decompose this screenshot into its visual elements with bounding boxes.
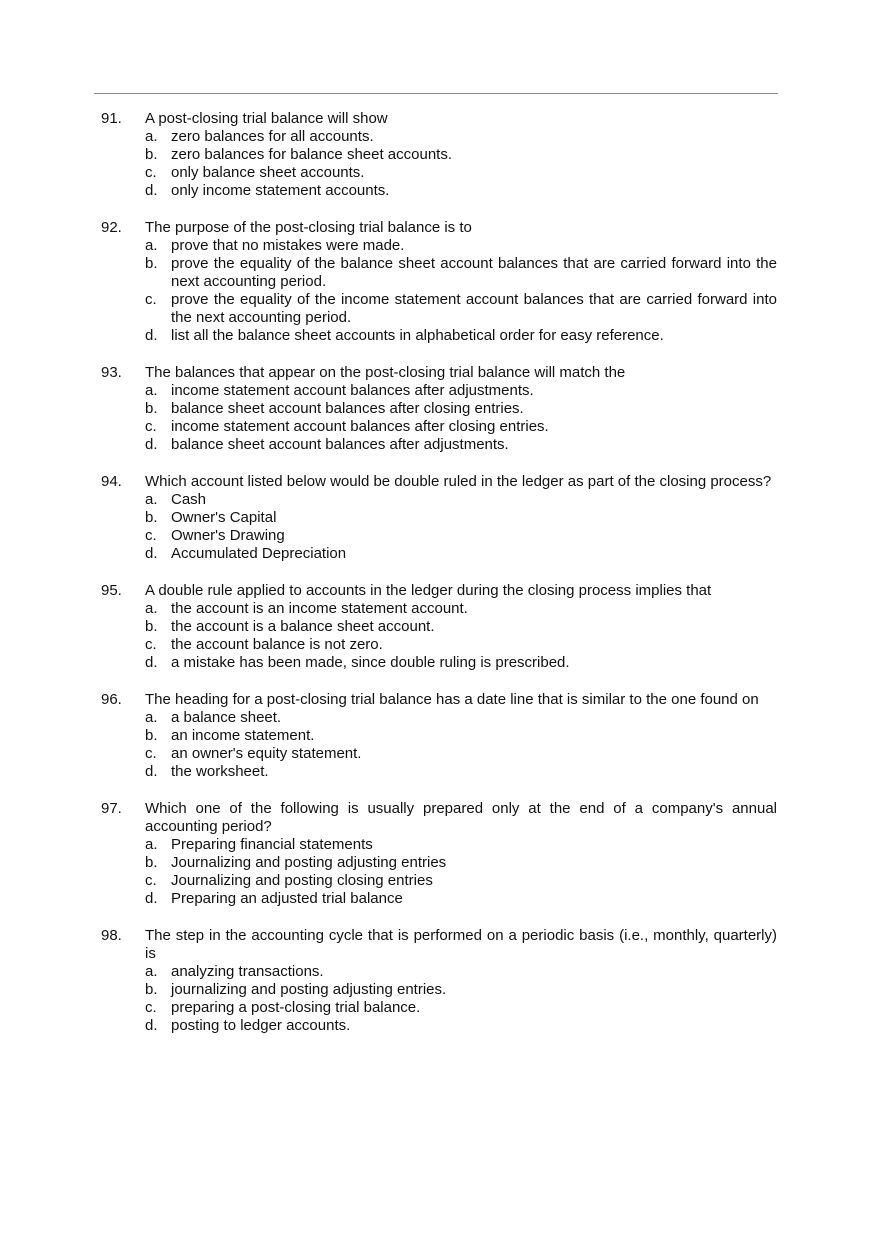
option-text: an owner's equity statement. [171, 745, 362, 762]
option-letter: a. [145, 709, 158, 726]
option-text: a mistake has been made, since double ruling is prescribed. [171, 654, 570, 671]
option-letter: b. [145, 618, 158, 635]
option-letter: d. [145, 763, 158, 780]
option-a [0, 709, 880, 727]
option-text: only income statement accounts. [171, 182, 390, 199]
option-letter: d. [145, 327, 158, 344]
option-text: Owner's Capital [171, 509, 277, 526]
option-list [0, 709, 880, 781]
option-a [0, 600, 880, 618]
option-letter: d. [145, 436, 158, 453]
question-number: 95. [101, 582, 122, 599]
option-letter: b. [145, 255, 158, 272]
option-text: the account is a balance sheet account. [171, 618, 435, 635]
option-text: Preparing financial statements [171, 836, 373, 853]
option-text: balance sheet account balances after adjustments. [171, 436, 509, 453]
option-a [0, 836, 880, 854]
option-a [0, 128, 880, 146]
option-text: only balance sheet accounts. [171, 164, 365, 181]
option-c [0, 527, 880, 545]
option-b [0, 400, 880, 418]
question-number: 97. [101, 800, 122, 817]
option-letter: d. [145, 1017, 158, 1034]
option-d [0, 545, 880, 563]
question-91 [0, 110, 880, 200]
option-text: prove the equality of the income statement account balances that are carried forward into the next accounting period. [171, 291, 777, 326]
option-text: Accumulated Depreciation [171, 545, 347, 562]
option-text: journalizing and posting adjusting entries. [171, 981, 447, 998]
option-letter: b. [145, 509, 158, 526]
question-number: 91. [101, 110, 122, 127]
option-letter: c. [145, 999, 157, 1016]
option-text: a balance sheet. [171, 709, 282, 726]
option-letter: a. [145, 836, 158, 853]
option-letter: a. [145, 237, 158, 254]
option-text: zero balances for balance sheet accounts. [171, 146, 453, 163]
option-letter: a. [145, 600, 158, 617]
option-text: the account is an income statement account. [171, 600, 468, 617]
option-list [0, 128, 880, 200]
option-a [0, 237, 880, 255]
option-a [0, 382, 880, 400]
option-letter: b. [145, 854, 158, 871]
option-text: income statement account balances after adjustments. [171, 382, 534, 399]
option-text: the worksheet. [171, 763, 269, 780]
option-list [0, 600, 880, 672]
option-text: prove that no mistakes were made. [171, 237, 405, 254]
option-text: Owner's Drawing [171, 527, 285, 544]
question-number: 98. [101, 927, 122, 944]
option-a [0, 491, 880, 509]
question-number: 93. [101, 364, 122, 381]
option-b [0, 981, 880, 999]
option-text: the account balance is not zero. [171, 636, 383, 653]
option-c [0, 872, 880, 890]
option-letter: b. [145, 146, 158, 163]
option-text: analyzing transactions. [171, 963, 324, 980]
option-letter: d. [145, 182, 158, 199]
question-text: Which one of the following is usually prepared only at the end of a company's annual accounting period? [145, 800, 777, 835]
option-letter: b. [145, 727, 158, 744]
question-93 [0, 364, 880, 454]
question-text: The balances that appear on the post-closing trial balance will match the [145, 364, 626, 381]
option-letter: c. [145, 418, 157, 435]
option-b [0, 509, 880, 527]
question-text: Which account listed below would be double ruled in the ledger as part of the closing process? [145, 473, 772, 490]
question-text: A double rule applied to accounts in the ledger during the closing process implies that [145, 582, 712, 599]
option-b [0, 854, 880, 872]
option-text: posting to ledger accounts. [171, 1017, 351, 1034]
option-a [0, 963, 880, 981]
option-d [0, 763, 880, 781]
option-text: prove the equality of the balance sheet account balances that are carried forward into the next accounting period. [171, 255, 777, 290]
option-c [0, 999, 880, 1017]
option-d [0, 182, 880, 200]
question-number: 92. [101, 219, 122, 236]
option-letter: d. [145, 654, 158, 671]
option-list [0, 237, 880, 345]
option-letter: a. [145, 963, 158, 980]
option-text: Journalizing and posting closing entries [171, 872, 433, 889]
option-letter: d. [145, 890, 158, 907]
question-92 [0, 219, 880, 345]
option-letter: c. [145, 527, 157, 544]
option-c [0, 745, 880, 763]
question-text: A post-closing trial balance will show [145, 110, 388, 127]
option-c [0, 418, 880, 436]
option-text: Preparing an adjusted trial balance [171, 890, 403, 907]
question-98 [0, 927, 880, 1035]
option-letter: c. [145, 872, 157, 889]
option-text: list all the balance sheet accounts in alphabetical order for easy reference. [171, 327, 664, 344]
question-95 [0, 582, 880, 672]
option-letter: a. [145, 491, 158, 508]
option-letter: b. [145, 400, 158, 417]
option-d [0, 654, 880, 672]
option-list [0, 836, 880, 908]
option-letter: a. [145, 128, 158, 145]
option-b [0, 727, 880, 745]
option-d [0, 327, 880, 345]
question-list [0, 110, 880, 1054]
question-97 [0, 800, 880, 908]
option-b [0, 618, 880, 636]
option-list [0, 963, 880, 1035]
option-letter: d. [145, 545, 158, 562]
option-b [0, 255, 880, 291]
option-b [0, 146, 880, 164]
option-letter: b. [145, 981, 158, 998]
option-d [0, 890, 880, 908]
option-d [0, 1017, 880, 1035]
option-text: preparing a post-closing trial balance. [171, 999, 421, 1016]
option-letter: c. [145, 745, 157, 762]
option-list [0, 491, 880, 563]
option-c [0, 291, 880, 327]
option-letter: c. [145, 636, 157, 653]
option-text: balance sheet account balances after closing entries. [171, 400, 524, 417]
question-text: The purpose of the post-closing trial balance is to [145, 219, 472, 236]
option-c [0, 636, 880, 654]
question-94 [0, 473, 880, 563]
option-letter: a. [145, 382, 158, 399]
option-text: Cash [171, 491, 207, 508]
option-text: Journalizing and posting adjusting entries [171, 854, 447, 871]
question-96 [0, 691, 880, 781]
option-list [0, 382, 880, 454]
question-text: The heading for a post-closing trial balance has a date line that is similar to the one found on [145, 691, 759, 708]
question-text: The step in the accounting cycle that is performed on a periodic basis (i.e., monthly, quarterly) is [145, 927, 777, 962]
header-rule [94, 93, 778, 94]
option-c [0, 164, 880, 182]
question-number: 94. [101, 473, 122, 490]
option-d [0, 436, 880, 454]
option-text: income statement account balances after closing entries. [171, 418, 549, 435]
option-letter: c. [145, 164, 157, 181]
option-text: zero balances for all accounts. [171, 128, 374, 145]
option-text: an income statement. [171, 727, 315, 744]
option-letter: c. [145, 291, 157, 308]
question-number: 96. [101, 691, 122, 708]
